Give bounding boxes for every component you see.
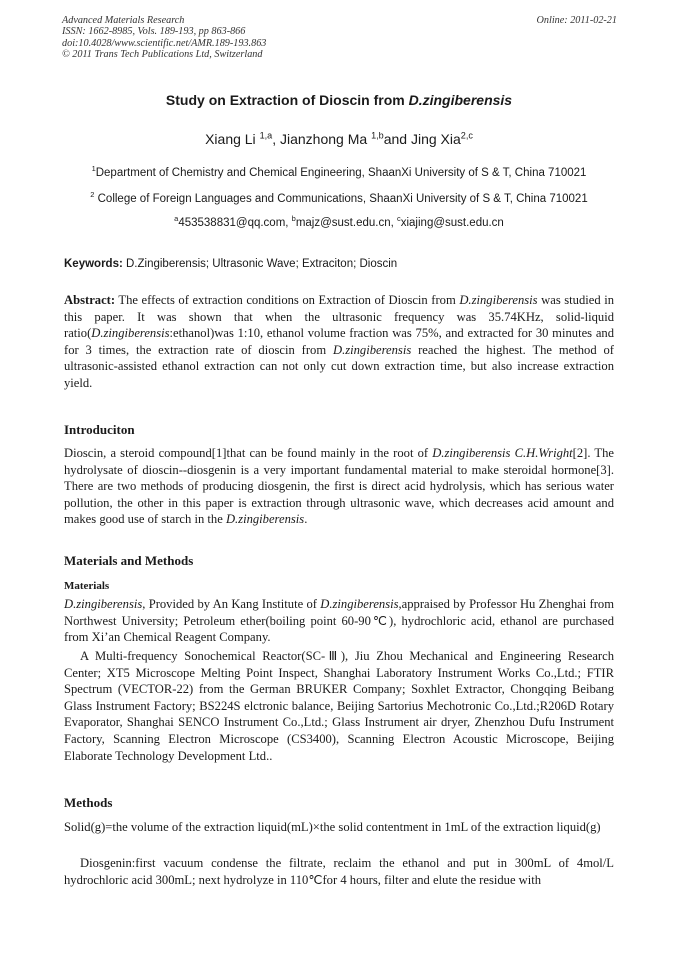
abstract-text-4: reached the highest. The method of ultrasonic-assisted ethanol extraction can not only cut down extraction time, but also increase extraction yield. <box>64 342 614 390</box>
introduction-paragraph <box>64 445 614 528</box>
paper-title <box>0 92 678 108</box>
title-species: D.zingiberensis <box>408 92 513 108</box>
abstract <box>64 292 614 392</box>
author-list <box>0 131 678 147</box>
author-3: and Jing Xia <box>383 131 461 147</box>
keywords-label: Keywords: <box>64 258 123 270</box>
affiliation-1-text: Department of Chemistry and Chemical Engineering, ShaanXi University of S & T, China 710021 <box>95 167 587 179</box>
affiliation-2-number: 2 <box>90 190 95 200</box>
abstract-text-3: :ethanol)was 1:10, ethanol volume fraction was 75%, and extracted for 30 minutes and for 3 times, the extraction rate of dioscin from <box>64 326 614 357</box>
author-emails <box>0 214 678 229</box>
materials-text-2: ,appraised by Professor Hu Zhenghai from Northwest University; Petroleum ether(boiling point 60-90℃), hydrochloric acid, ethanol are purchased from Xi’an Chemical Reagent Company. <box>64 597 614 645</box>
email-3: xiajing@sust.edu.cn <box>400 217 504 229</box>
email-2: majz@sust.edu.cn, <box>295 217 397 229</box>
abstract-text-2: was studied in this paper. It was shown that when the ultrasonic frequency was 35.74KHz, solid-liquid ratio( <box>64 293 614 341</box>
materials-text-1: , Provided by An Kang Institute of <box>142 597 321 611</box>
intro-text-3: . <box>304 512 308 527</box>
email-1: 453538831@qq.com, <box>178 217 292 229</box>
author-2: , Jianzhong Ma <box>272 131 372 147</box>
journal-copyright: © 2011 Trans Tech Publications Ltd, Switzerland <box>62 49 263 61</box>
email-3-marker: c <box>397 214 401 224</box>
intro-text-1: Dioscin, a steroid compound[1]that can be found mainly in the root of <box>64 446 433 460</box>
affiliation-1 <box>0 164 678 179</box>
keywords <box>64 258 614 270</box>
intro-species-1: D.zingiberensis C.H.Wright <box>432 446 573 460</box>
journal-name: Advanced Materials Research <box>62 15 185 26</box>
email-1-marker: a <box>174 214 179 224</box>
abstract-text-1: The effects of extraction conditions on Extraction of Dioscin from <box>115 293 460 307</box>
affiliation-1-number: 1 <box>91 164 96 174</box>
affiliation-2 <box>0 190 678 205</box>
email-2-marker: b <box>291 214 296 224</box>
materials-methods-heading: Materials and Methods <box>64 553 194 568</box>
journal-header <box>62 15 617 61</box>
abstract-label: Abstract: <box>64 293 116 307</box>
materials-subheading: Materials <box>64 580 110 592</box>
abstract-species-1: D.zingiberensis <box>459 293 538 307</box>
author-3-affiliation: 2,c <box>460 130 473 141</box>
title-text: Study on Extraction of Dioscin from <box>165 92 409 108</box>
journal-doi: doi:10.4028/www.scientific.net/AMR.189-193.863 <box>62 37 267 49</box>
online-date: Online: 2011-02-21 <box>536 15 617 26</box>
methods-heading: Methods <box>64 795 113 810</box>
materials-paragraph-2: A Multi-frequency Sonochemical Reactor(SC-Ⅲ), Jiu Zhou Mechanical and Engineering Research Center; XT5 Microscope Melting Point Inspect, Shanghai Laboratory Instrument Works Co.,Ltd.; FTIR Spectrum (VECTOR-22) from the German BRUKER Company; Soxhlet Extractor, Chongqing Beibang Glass Instrument Factory; BS224S elctronic balance, Beijing Sartorius Mechotronic Co.,Ltd.;R206D Rotary Evaporator, Shanghai SENCO Instrument Co.,Ltd.; Glass Instrument air dryer, Zhenzhou Dufu Instrument Factory, Scanning Electron Microscope (CS3400), Scanning Electron Acoustic Microscope, Beijing Elaborate Technology Development Ltd.. <box>64 649 614 763</box>
methods-paragraph-1: Solid(g)=the volume of the extraction liquid(mL)×the solid contentment in 1mL of the extraction liquid(g) <box>64 820 601 834</box>
intro-species-2: D.zingiberensis <box>225 512 305 527</box>
journal-issn: ISSN: 1662-8985, Vols. 189-193, pp 863-866 <box>62 26 246 38</box>
author-2-affiliation: 1,b <box>371 130 384 141</box>
affiliation-2-text: College of Foreign Languages and Communications, ShaanXi University of S & T, China 710021 <box>94 193 588 205</box>
intro-text-2: [2]. The hydrolysate of dioscin--diosgenin is a very important fundamental material to make steroidal hormone[3]. There are two methods of producing diosgenin, the first is direct acid hydrolysis, which has serious water pollution, the other in this paper is extraction through ultrasonic wave, which decreases acid amount and makes good use of starch in the <box>64 446 614 527</box>
author-1-affiliation: 1,a <box>259 130 273 141</box>
abstract-species-2: D.zingiberensis <box>91 326 170 341</box>
materials-species-1: D.zingiberensis <box>64 597 143 611</box>
abstract-species-3: D.zingiberensis <box>332 342 412 357</box>
introduction-heading: Introduciton <box>64 422 135 437</box>
materials-paragraph-1 <box>64 596 614 646</box>
author-1: Xiang Li <box>205 131 260 147</box>
materials-species-2: D.zingiberensis <box>320 597 399 611</box>
keywords-text: D.Zingiberensis; Ultrasonic Wave; Extraciton; Dioscin <box>122 258 398 270</box>
methods-paragraph-2: Diosgenin:first vacuum condense the filtrate, reclaim the ethanol and put in 300mL of 4mol/L hydrochloric acid 300mL; next hydrolyze in 110℃for 4 hours, filter and elute the residue with <box>64 856 614 887</box>
